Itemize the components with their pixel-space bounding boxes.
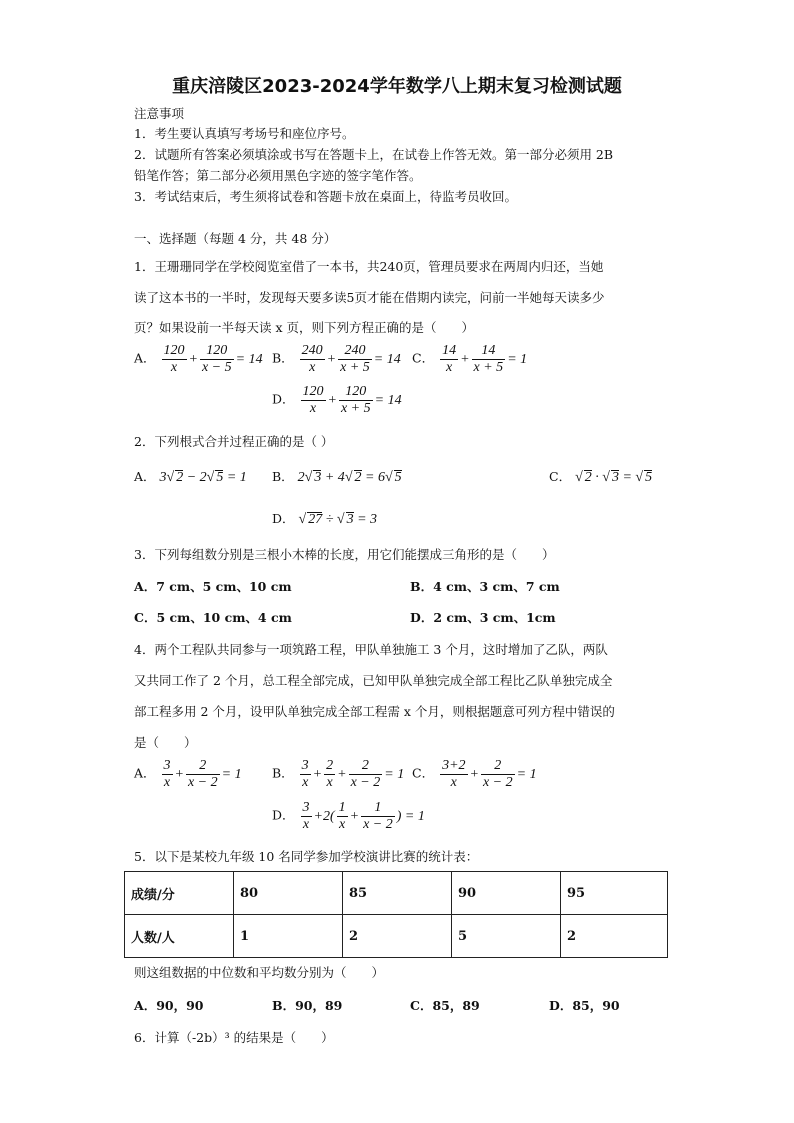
q2-stem: 2．下列根式合并过程正确的是（ ） (134, 434, 334, 449)
notice-heading: 注意事项 (134, 106, 185, 121)
table-row (125, 915, 668, 958)
table-cell: 2 (561, 915, 668, 958)
q5-option-a[interactable]: A．90，90 (134, 998, 204, 1013)
table-cell: 1 (234, 915, 343, 958)
q1-option-a[interactable]: A． $\frac{120}{x}$ + $\frac{120}{x - 5}$ = 14 (134, 343, 263, 375)
table-row (125, 872, 668, 915)
notice-item: 3．考试结束后，考生须将试卷和答题卡放在桌面上，待监考员收回。 (134, 189, 517, 204)
q6-stem: 6．计算（-2b）³ 的结果是（ ） (134, 1030, 334, 1045)
table-cell: 成绩/分 (125, 872, 234, 915)
q5-option-d[interactable]: D．85，90 (549, 998, 620, 1013)
q1-option-b[interactable]: B． $\frac{240}{x}$ + $\frac{240}{x + 5}$ = 14 (272, 343, 401, 375)
page-title: 重庆涪陵区2023-2024学年数学八上期末复习检测试题 (172, 76, 622, 97)
q1-option-d[interactable]: D． $\frac{120}{x}$ + $\frac{120}{x + 5}$ = 14 (272, 384, 402, 416)
q2-option-a[interactable]: A． 3√ 2 − 2√ 5 = 1 (134, 469, 247, 485)
q5-question: 则这组数据的中位数和平均数分别为（ ） (134, 965, 385, 980)
notice-item: 铅笔作答；第二部分必须用黑色字迹的签字笔作答。 (134, 168, 422, 183)
q1-option-c[interactable]: C． $\frac{14}{x}$ + $\frac{14}{x + 5}$ = 1 (412, 343, 528, 375)
q4-option-b[interactable]: B． $\frac{3}{x}$ + $\frac{2}{x}$ + $\frac{2}{x - 2}$ = 1 (272, 758, 405, 790)
q4-option-d[interactable]: D． $\frac{3}{x}$ +2( $\frac{1}{x}$ + $\frac{1}{x - 2}$ ) = 1 (272, 800, 425, 832)
q1-stem-line: 页？如果设前一半每天读 x 页，则下列方程正确的是（ ） (134, 320, 474, 335)
q5-stem: 5．以下是某校九年级 10 名同学参加学校演讲比赛的统计表： (134, 849, 479, 864)
q2-option-b[interactable]: B． 2√ 3 + 4√ 2 = 6√ 5 (272, 469, 402, 485)
q4-stem-line: 是（ ） (134, 735, 197, 750)
table-cell: 2 (343, 915, 452, 958)
q3-option-a[interactable]: A．7 cm、5 cm、10 cm (134, 579, 292, 594)
q2-option-d[interactable]: D． √ 27 ÷ √ 3 = 3 (272, 511, 378, 527)
q1-stem-line: 读了这本书的一半时，发现每天要多读5页才能在借期内读完，问前一半她每天读多少 (134, 290, 605, 305)
table-cell: 人数/人 (125, 915, 234, 958)
q1-stem-line: 1．王珊珊同学在学校阅览室借了一本书，共240页，管理员要求在两周内归还，当她 (134, 259, 604, 274)
table-cell: 85 (343, 872, 452, 915)
q3-option-b[interactable]: B．4 cm、3 cm、7 cm (410, 579, 560, 594)
q2-option-c[interactable]: C． √ 2 · √ 3 = √ 5 (549, 469, 653, 485)
q4-option-c[interactable]: C． $\frac{3+2}{x}$ + $\frac{2}{x - 2}$ = 1 (412, 758, 537, 790)
table-cell: 5 (452, 915, 561, 958)
q5-option-b[interactable]: B．90，89 (272, 998, 343, 1013)
q3-option-d[interactable]: D．2 cm、3 cm、1cm (410, 610, 556, 625)
q4-stem-line: 又共同工作了 2 个月，总工程全部完成，已知甲队单独完成全部工程比乙队单独完成全 (134, 673, 613, 688)
q4-stem-line: 4．两个工程队共同参与一项筑路工程，甲队单独施工 3 个月，这时增加了乙队，两队 (134, 642, 608, 657)
q3-option-c[interactable]: C．5 cm、10 cm、4 cm (134, 610, 292, 625)
q3-stem: 3．下列每组数分别是三根小木棒的长度，用它们能摆成三角形的是（ ） (134, 547, 555, 562)
notice-item: 2．试题所有答案必须填涂或书写在答题卡上，在试卷上作答无效。第一部分必须用 2B (134, 147, 614, 162)
stats-table (124, 871, 668, 958)
section-heading: 一、选择题（每题 4 分，共 48 分） (134, 231, 337, 246)
q5-option-c[interactable]: C．85，89 (410, 998, 480, 1013)
table-cell: 95 (561, 872, 668, 915)
table-cell: 80 (234, 872, 343, 915)
table-cell: 90 (452, 872, 561, 915)
q4-stem-line: 部工程多用 2 个月，设甲队单独完成全部工程需 x 个月，则根据题意可列方程中错误的 (134, 704, 615, 719)
q4-option-a[interactable]: A． $\frac{3}{x}$ + $\frac{2}{x - 2}$ = 1 (134, 758, 242, 790)
notice-item: 1．考生要认真填写考场号和座位序号。 (134, 126, 355, 141)
